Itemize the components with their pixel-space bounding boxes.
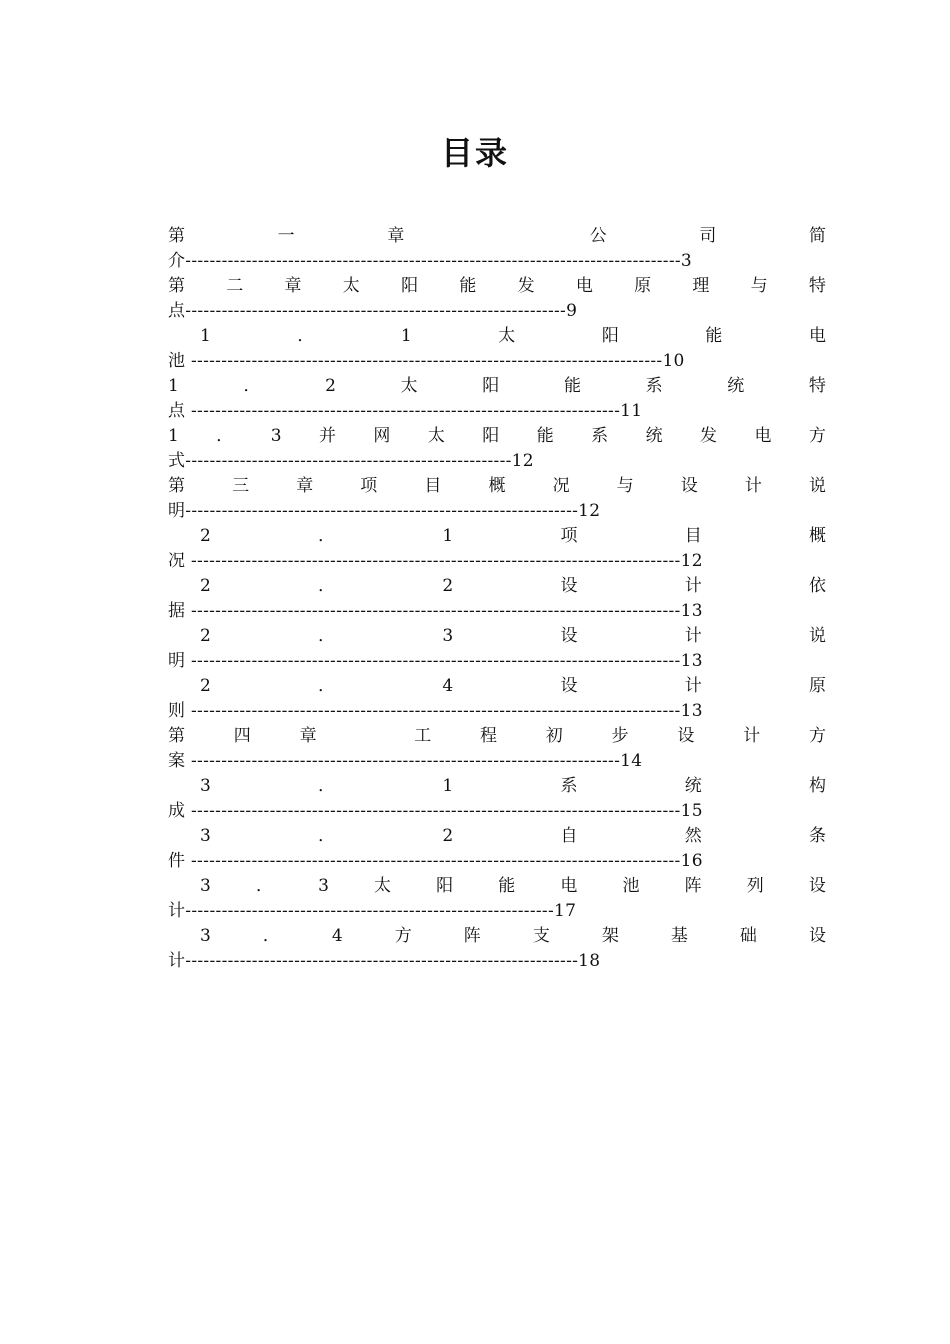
toc-heading-char: 与 <box>616 476 634 496</box>
toc-entry[interactable] <box>168 224 826 274</box>
toc-heading-char: 阳 <box>482 376 500 396</box>
toc-heading-char: 第 <box>168 726 185 746</box>
toc-heading-char: 理 <box>692 276 710 296</box>
toc-entry[interactable] <box>168 324 826 374</box>
toc-heading-char: 设 <box>560 676 578 696</box>
toc-heading-char: 电 <box>560 876 578 896</box>
toc-heading-char: 能 <box>705 326 723 346</box>
toc-heading-char: 方 <box>808 426 826 446</box>
toc-heading-char: 简 <box>808 226 826 246</box>
toc-heading-char: 系 <box>591 426 609 446</box>
toc-heading-char: 2 <box>442 826 454 846</box>
toc-entry[interactable] <box>168 474 826 524</box>
toc-heading-char: 章 <box>284 276 302 296</box>
toc-heading-char: 阳 <box>436 876 454 896</box>
toc-entry-leader-and-page: 明-----------------------------------------------------------------12 <box>168 501 601 521</box>
toc-heading-char: 1 <box>168 376 179 396</box>
toc-heading-char: 计 <box>744 476 762 496</box>
toc-heading-char: 系 <box>645 376 663 396</box>
toc-entry-heading <box>168 224 826 249</box>
toc-entry-heading <box>168 524 826 549</box>
toc-heading-char: 程 <box>479 726 497 746</box>
toc-entry-heading <box>168 274 826 299</box>
toc-entry-leader-and-page: 据 ---------------------------------------------------------------------------------13 <box>168 601 703 621</box>
toc-heading-char: 设 <box>560 626 578 646</box>
toc-heading-char: 3 <box>200 826 211 846</box>
toc-entry-leader-and-page: 点---------------------------------------------------------------9 <box>168 301 578 321</box>
toc-entry-heading <box>168 424 826 449</box>
toc-entry-heading <box>168 924 826 949</box>
toc-heading-char: 计 <box>684 626 702 646</box>
toc-heading-char: 2 <box>200 576 211 596</box>
toc-heading-char: 项 <box>560 526 578 546</box>
toc-heading-char: 电 <box>754 426 772 446</box>
toc-heading-char: 自 <box>560 826 578 846</box>
toc-heading-char: 阳 <box>601 326 619 346</box>
toc-entry-heading <box>168 624 826 649</box>
toc-heading-char: 2 <box>200 526 211 546</box>
toc-heading-char: 与 <box>750 276 768 296</box>
toc-heading-char: 3 <box>200 926 211 946</box>
page-title: 目录 <box>440 134 509 172</box>
toc-heading-char: 依 <box>808 576 826 596</box>
toc-heading-char: 然 <box>684 826 702 846</box>
toc-heading-char: 太 <box>374 876 392 896</box>
toc-heading-char: 2 <box>325 376 336 396</box>
toc-entry[interactable] <box>168 824 826 874</box>
toc-heading-char: 原 <box>634 276 652 296</box>
toc-heading-char: 方 <box>808 726 826 746</box>
toc-entry-heading <box>168 724 826 749</box>
toc-entry-leader-and-page: 况 ---------------------------------------------------------------------------------12 <box>168 551 703 571</box>
toc-heading-char: 特 <box>808 276 826 296</box>
toc-entry[interactable] <box>168 274 826 324</box>
toc-heading-char: 统 <box>645 426 663 446</box>
toc-heading-char: 三 <box>232 476 250 496</box>
toc-heading-char: ． <box>318 526 336 546</box>
toc-heading-char: 目 <box>684 526 702 546</box>
toc-entry[interactable] <box>168 424 826 474</box>
toc-heading-char: 计 <box>684 676 702 696</box>
toc-entry[interactable] <box>168 874 826 924</box>
toc-heading-char: 构 <box>808 776 826 796</box>
toc-entry-heading <box>168 324 826 349</box>
toc-heading-char: 特 <box>808 376 826 396</box>
toc-heading-char: 池 <box>622 876 640 896</box>
toc-heading-char: 3 <box>200 776 211 796</box>
toc-heading-char: 方 <box>394 926 412 946</box>
toc-heading-char: 项 <box>360 476 378 496</box>
toc-entry-leader-and-page: 明 ---------------------------------------------------------------------------------13 <box>168 651 703 671</box>
toc-entry-heading <box>168 474 826 499</box>
toc-heading-char: 设 <box>560 576 578 596</box>
toc-heading-char: 概 <box>488 476 506 496</box>
toc-heading-char: 初 <box>545 726 563 746</box>
toc-heading-char: ． <box>318 826 336 846</box>
toc-heading-char: 能 <box>536 426 554 446</box>
toc-heading-char: ． <box>318 676 336 696</box>
toc-heading-char: ． <box>262 926 280 946</box>
toc-heading-char: 四 <box>233 726 251 746</box>
toc-heading-char: 章 <box>387 226 405 246</box>
toc-entry-leader-and-page: 计-----------------------------------------------------------------18 <box>168 951 601 971</box>
toc-heading-char: 二 <box>226 276 244 296</box>
toc-heading-char: 2 <box>200 676 211 696</box>
toc-heading-char: 1 <box>442 776 454 796</box>
toc-heading-char: 基 <box>670 926 688 946</box>
toc-heading-char: 第 <box>168 476 185 496</box>
toc-heading-char: 太 <box>342 276 360 296</box>
toc-heading-char: 2 <box>200 626 211 646</box>
toc-heading-char: 说 <box>808 476 826 496</box>
toc-heading-char: 原 <box>808 676 826 696</box>
toc-heading-char: ． <box>318 776 336 796</box>
toc-entry-leader-and-page: 介----------------------------------------------------------------------------------3 <box>168 251 693 271</box>
toc-heading-char: 公 <box>589 226 607 246</box>
toc-heading-char: 架 <box>601 926 619 946</box>
toc-heading-char: 计 <box>743 726 761 746</box>
toc-entry-leader-and-page: 案 -----------------------------------------------------------------------14 <box>168 751 643 771</box>
toc-entry-heading <box>168 374 826 399</box>
toc-entry-leader-and-page: 池 ------------------------------------------------------------------------------10 <box>168 351 685 371</box>
toc-entry[interactable] <box>168 524 826 574</box>
toc-heading-char: 阵 <box>684 876 702 896</box>
toc-entry-leader-and-page: 则 ---------------------------------------------------------------------------------13 <box>168 701 703 721</box>
toc-heading-char: 1 <box>442 526 454 546</box>
toc-heading-char: 第 <box>168 226 185 246</box>
toc-heading-char: 设 <box>808 926 826 946</box>
toc-heading-char: 3 <box>200 876 211 896</box>
toc-heading-char: 1 <box>200 326 211 346</box>
toc-heading-char: 2 <box>442 576 454 596</box>
toc-heading-char: 第 <box>168 276 185 296</box>
toc-entry[interactable] <box>168 774 826 824</box>
toc-entry-heading <box>168 824 826 849</box>
toc-heading-char: 设 <box>677 726 695 746</box>
toc-heading-char: 设 <box>808 876 826 896</box>
toc-heading-char: 发 <box>517 276 535 296</box>
toc-heading-char: 础 <box>739 926 757 946</box>
toc-entry[interactable] <box>168 374 826 424</box>
toc-entry-leader-and-page: 成 ---------------------------------------------------------------------------------15 <box>168 801 703 821</box>
toc-entry-heading <box>168 874 826 899</box>
toc-heading-char: 发 <box>700 426 718 446</box>
toc-heading-char: 1 <box>168 426 179 446</box>
toc-heading-char: 章 <box>296 476 314 496</box>
toc-heading-char: 阳 <box>482 426 500 446</box>
toc-heading-char: 条 <box>808 826 826 846</box>
toc-heading-char: 4 <box>331 926 343 946</box>
toc-heading-char: 司 <box>699 226 717 246</box>
toc-entry[interactable] <box>168 724 826 774</box>
toc-entry-heading <box>168 674 826 699</box>
toc-heading-char: 网 <box>373 426 391 446</box>
toc-heading-char: 况 <box>552 476 570 496</box>
toc-heading-char: 太 <box>498 326 516 346</box>
toc-heading-char: 目 <box>424 476 442 496</box>
toc-heading-char: 太 <box>400 376 418 396</box>
toc-heading-char: 3 <box>318 876 329 896</box>
toc-entry[interactable] <box>168 924 826 974</box>
toc-heading-char: 系 <box>560 776 578 796</box>
toc-entry[interactable] <box>168 574 826 624</box>
toc-heading-char: 能 <box>563 376 581 396</box>
toc-heading-char: 3 <box>442 626 454 646</box>
toc-heading-char: ． <box>318 626 336 646</box>
toc-heading-char: 统 <box>684 776 702 796</box>
toc-heading-char: 章 <box>299 726 317 746</box>
toc-heading-char: 1 <box>400 326 412 346</box>
toc-heading-char: 支 <box>532 926 550 946</box>
toc-heading-char: 电 <box>808 326 826 346</box>
toc-heading-char: 阳 <box>401 276 419 296</box>
toc-heading-char: 设 <box>680 476 698 496</box>
toc-heading-char: ． <box>255 876 273 896</box>
toc-heading-char: 并 <box>318 426 336 446</box>
toc-heading-char: 列 <box>746 876 764 896</box>
toc-entry-leader-and-page: 件 ---------------------------------------------------------------------------------16 <box>168 851 703 871</box>
toc-heading-char: 能 <box>498 876 516 896</box>
toc-heading-char: 能 <box>459 276 477 296</box>
toc-entry-heading <box>168 774 826 799</box>
toc-heading-char: ． <box>297 326 315 346</box>
toc-heading-char: 太 <box>427 426 445 446</box>
toc-heading-char: ． <box>216 426 234 446</box>
toc-entry[interactable] <box>168 674 826 724</box>
toc-heading-char: 阵 <box>463 926 481 946</box>
toc-heading-char: 一 <box>277 226 295 246</box>
toc-heading-char: 说 <box>808 626 826 646</box>
toc-heading-char: 电 <box>575 276 593 296</box>
toc-entry[interactable] <box>168 624 826 674</box>
table-of-contents <box>168 224 826 974</box>
toc-entry-leader-and-page: 点 -----------------------------------------------------------------------11 <box>168 401 643 421</box>
toc-heading-char: 统 <box>727 376 745 396</box>
toc-heading-char: 步 <box>611 726 629 746</box>
toc-heading-char: 3 <box>270 426 282 446</box>
toc-heading-char: 4 <box>442 676 454 696</box>
toc-entry-heading <box>168 574 826 599</box>
toc-entry-leader-and-page: 计-------------------------------------------------------------17 <box>168 901 577 921</box>
toc-entry-leader-and-page: 式------------------------------------------------------12 <box>168 451 534 471</box>
toc-heading-char: 计 <box>684 576 702 596</box>
toc-heading-char: ． <box>318 576 336 596</box>
toc-heading-char: ． <box>243 376 261 396</box>
toc-heading-char: 工 <box>414 726 432 746</box>
toc-heading-char: 概 <box>808 526 826 546</box>
